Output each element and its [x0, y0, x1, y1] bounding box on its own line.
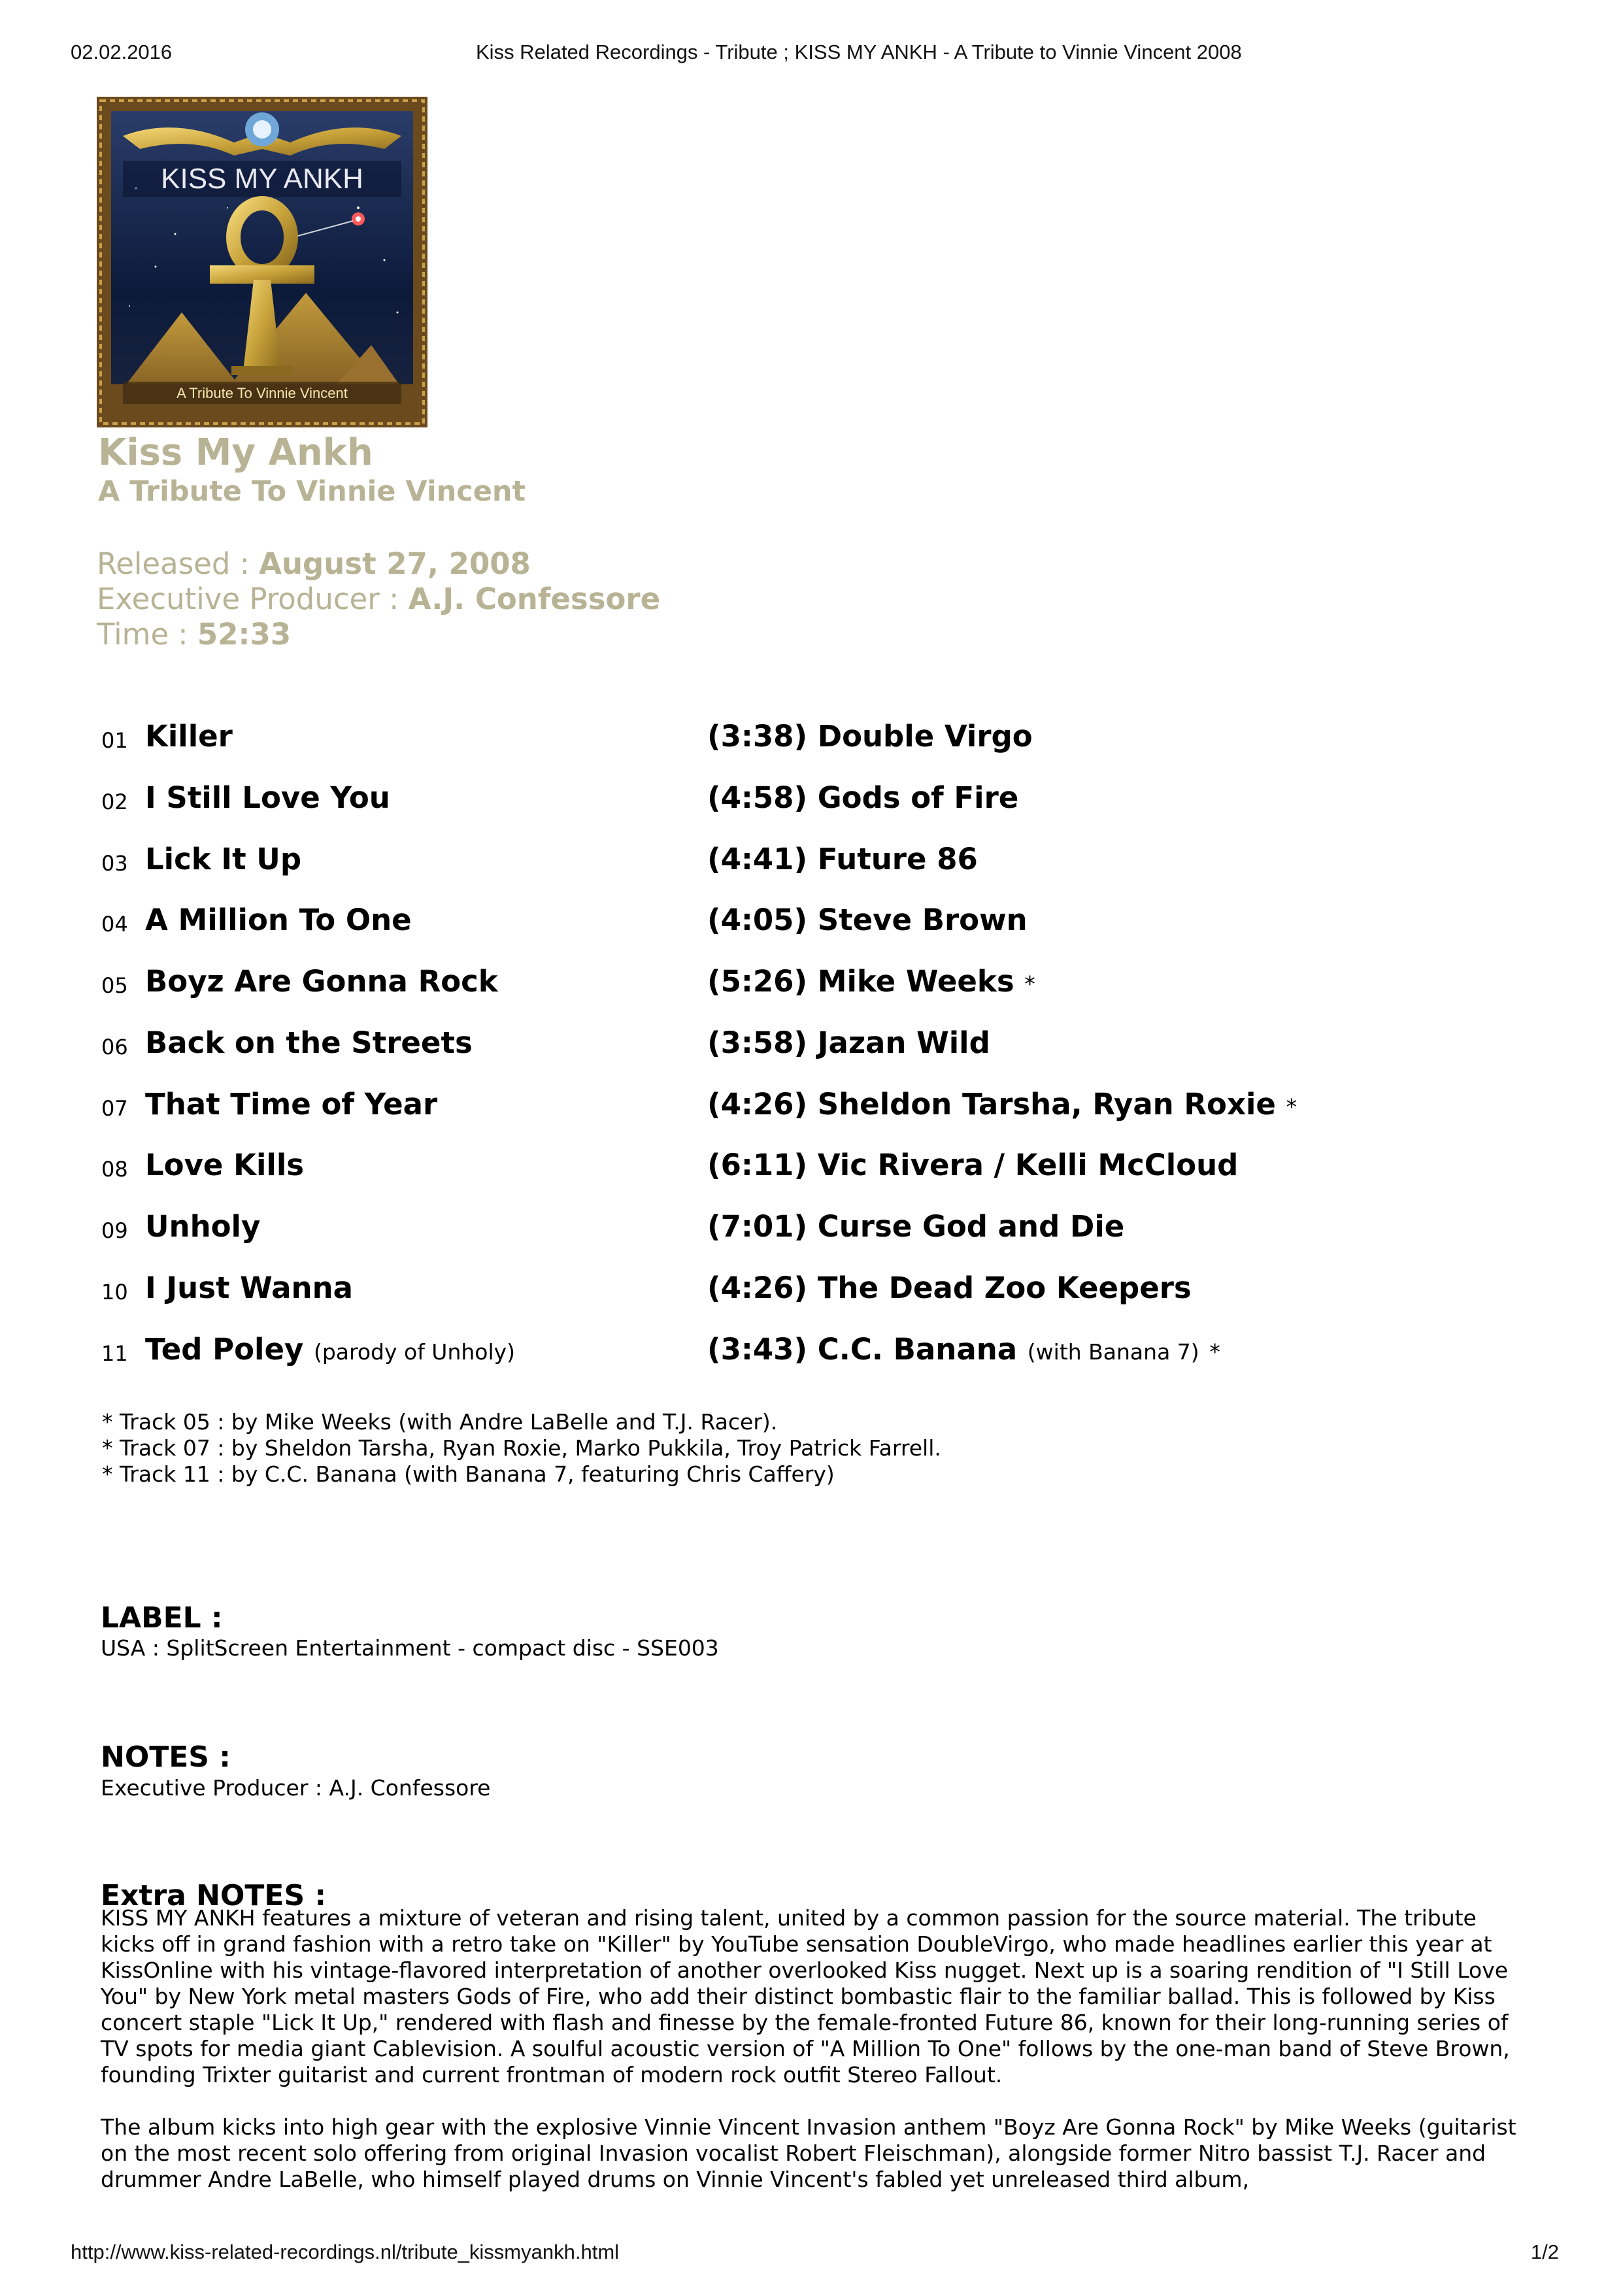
footnote-star: * [1209, 1339, 1220, 1365]
extra-notes-paragraph: KISS MY ANKH features a mixture of veteran and rising talent, united by a common passion for the source material. The tribute kicks off in grand fashion with a retro take on "Killer" by YouTube sensation DoubleVirgo, who made headlines earlier this year at KissOnline with his vintage-flavored interpretation of another overlooked Kiss nugget. Next up is a soaring rendition of "I Still Love You" by New York metal masters Gods of Fire, who add their distinct bombastic flair to the familiar ballad. This is followed by Kiss concert staple "Lick It Up," rendered with flash and finesse by the female-fronted Future 86, known for their long-running series of TV spots for media giant Cablevision. A soulful acoustic version of "A Million To One" follows by the one-man band of Steve Brown, founding Trixter guitarist and current frontman of modern rock outfit Stereo Fallout. [101, 1905, 1510, 2088]
extra-notes-body [101, 1905, 1532, 2219]
print-date: 02.02.2016 [71, 41, 173, 63]
time-label: Time : [97, 617, 197, 652]
track-title: Love Kills [145, 1148, 305, 1182]
label-heading: LABEL : [101, 1601, 223, 1635]
track-artist: (4:41) Future 86 [707, 842, 978, 876]
track-artist: (5:26) Mike Weeks * [707, 964, 1035, 999]
track-number: 07 [101, 1096, 128, 1121]
track-artist: (3:58) Jazan Wild [707, 1025, 990, 1060]
cover-subtitle-text: A Tribute To Vinnie Vincent [176, 385, 348, 401]
footnote-line: * Track 07 : by Sheldon Tarsha, Ryan Roxie, Marko Pukkila, Troy Patrick Farrell. [102, 1435, 941, 1461]
track-artist: (3:43) C.C. Banana (with Banana 7) * [707, 1332, 1220, 1367]
track-title: Boyz Are Gonna Rock [145, 964, 498, 999]
page-number: 1/2 [1530, 2240, 1559, 2263]
track-footnotes [102, 1409, 941, 1488]
track-title: I Just Wanna [145, 1271, 353, 1305]
album-cover-art [97, 97, 427, 427]
print-title: Kiss Related Recordings - Tribute ; KISS MY ANKH - A Tribute to Vinnie Vincent 2008 [476, 41, 1242, 63]
released-line [97, 546, 531, 581]
label-text: USA : SplitScreen Entertainment - compact disc - SSE003 [101, 1635, 719, 1661]
footnote-line: * Track 11 : by C.C. Banana (with Banana 7, featuring Chris Caffery) [102, 1461, 835, 1487]
album-title: Kiss My Ankh [98, 431, 373, 474]
footnote-star: * [1286, 1094, 1297, 1120]
released-label: Released : [97, 546, 259, 581]
time-line [97, 617, 291, 652]
track-number: 01 [101, 728, 128, 753]
track-artist: (4:58) Gods of Fire [707, 780, 1019, 815]
track-number: 02 [101, 790, 128, 814]
track-title: A Million To One [145, 903, 412, 937]
track-number: 04 [101, 912, 128, 937]
producer-value: A.J. Confessore [408, 582, 661, 616]
producer-label: Executive Producer : [97, 582, 409, 616]
track-number: 11 [101, 1341, 128, 1366]
notes-heading: NOTES : [101, 1740, 231, 1774]
notes-text: Executive Producer : A.J. Confessore [101, 1775, 491, 1801]
track-title: Ted Poley (parody of Unholy) [145, 1332, 516, 1367]
track-artist-note: (with Banana 7) [1027, 1339, 1199, 1365]
track-title: Killer [145, 719, 233, 754]
track-number: 09 [101, 1218, 128, 1243]
track-title-note: (parody of Unholy) [313, 1339, 516, 1365]
track-title: Back on the Streets [145, 1025, 473, 1060]
track-number: 08 [101, 1157, 128, 1182]
footnote-line: * Track 05 : by Mike Weeks (with Andre LaBelle and T.J. Racer). [102, 1409, 778, 1435]
track-artist: (4:26) The Dead Zoo Keepers [707, 1271, 1192, 1305]
extra-notes-paragraph: The album kicks into high gear with the explosive Vinnie Vincent Invasion anthem "Boyz Are Gonna Rock" by Mike Weeks (guitarist on the most recent solo offering from original Invasion vocalist Robert Fleischman), alongside former Nitro bassist T.J. Racer and drummer Andre LaBelle, who himself played drums on Vinnie Vincent's fabled yet unreleased third album, [101, 2114, 1516, 2192]
track-artist: (4:05) Steve Brown [707, 903, 1028, 937]
track-title: That Time of Year [145, 1087, 438, 1122]
track-number: 10 [101, 1280, 128, 1305]
time-value: 52:33 [197, 617, 292, 652]
track-artist: (3:38) Double Virgo [707, 719, 1033, 754]
footnote-star: * [1024, 971, 1035, 997]
track-title: I Still Love You [145, 780, 390, 815]
album-cover-image [97, 97, 427, 427]
track-artist: (6:11) Vic Rivera / Kelli McCloud [707, 1148, 1239, 1182]
track-title: Lick It Up [145, 842, 302, 876]
track-artist: (4:26) Sheldon Tarsha, Ryan Roxie * [707, 1087, 1297, 1122]
extra-notes-heading: Extra NOTES : [101, 1879, 327, 1912]
track-number: 03 [101, 851, 128, 876]
page-url: http://www.kiss-related-recordings.nl/tribute_kissmyankh.html [71, 2240, 620, 2263]
cover-title-text: KISS MY ANKH [161, 163, 363, 195]
track-title: Unholy [145, 1209, 261, 1244]
track-number: 05 [101, 973, 128, 998]
released-value: August 27, 2008 [259, 546, 531, 581]
track-number: 06 [101, 1035, 128, 1059]
album-subtitle: A Tribute To Vinnie Vincent [98, 475, 526, 508]
producer-line [97, 582, 660, 616]
track-artist: (7:01) Curse God and Die [707, 1209, 1125, 1244]
